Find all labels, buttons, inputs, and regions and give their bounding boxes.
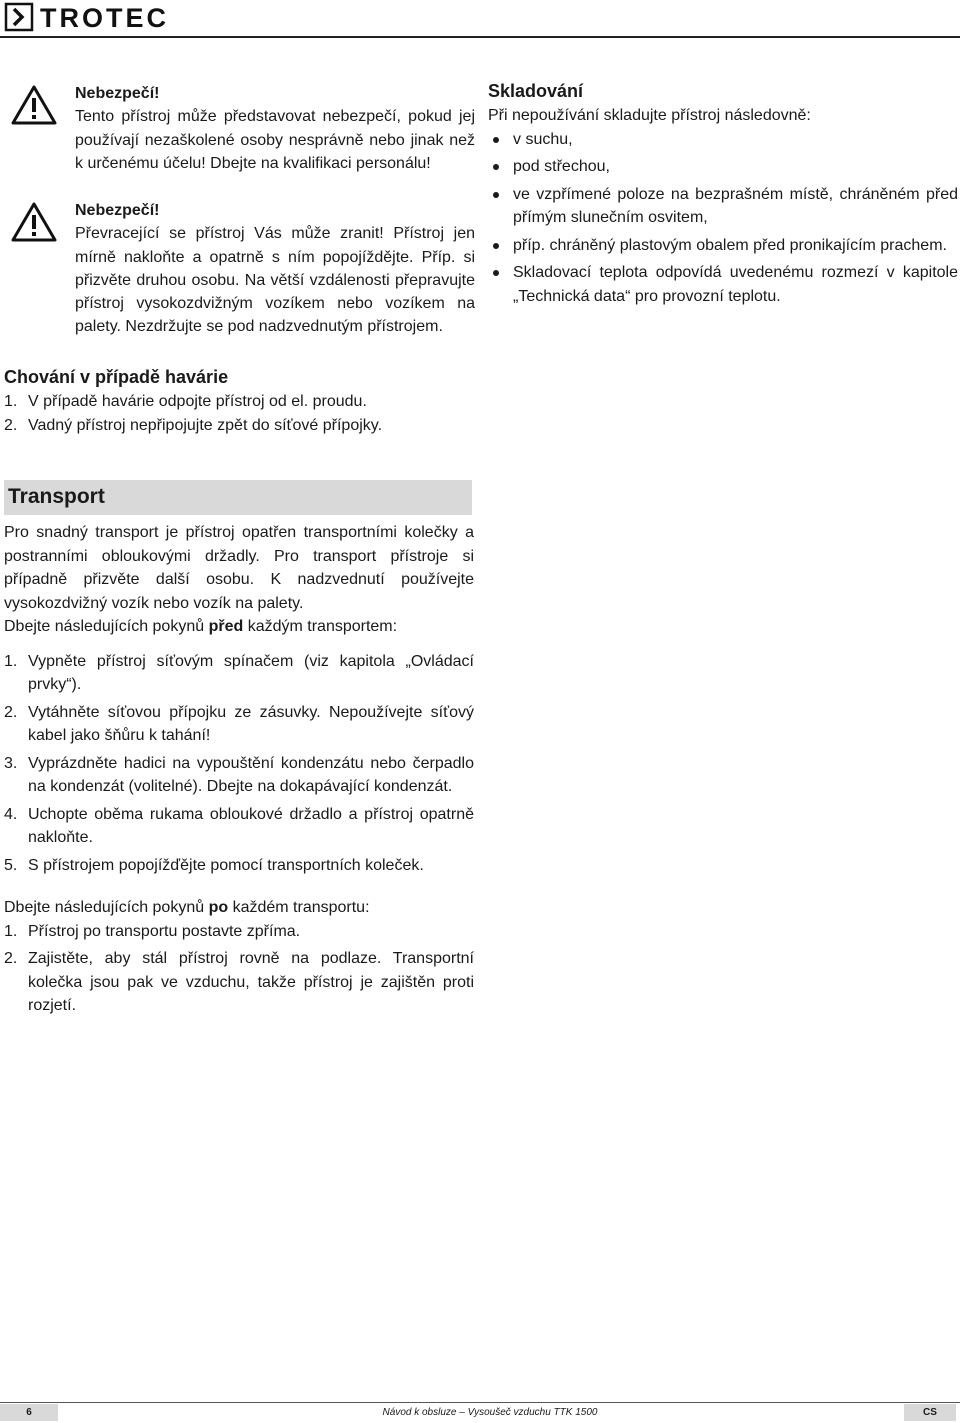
accident-list — [4, 390, 474, 437]
list-item: 2. Zajistěte, aby stál přístroj rovně na podlaze. Transportní kolečka jsou pak ve vzduchu, takže přístroj je zajištěn proti rozjetí. — [4, 950, 474, 1014]
warning-triangle-icon — [10, 201, 58, 243]
warning-triangle-icon — [10, 84, 58, 126]
list-item: Skladovací teplota odpovídá uvedenému rozmezí v kapitole „Technická data“ pro provozní teplotu. — [488, 261, 958, 308]
warning-title: Nebezpečí! — [75, 202, 160, 219]
page-number: 6 — [0, 1404, 58, 1421]
list-item: 4. Uchopte oběma rukama obloukové držadlo a přístroj opatrně nakloňte. — [4, 805, 474, 846]
transport-before-list — [4, 650, 474, 878]
list-item: příp. chráněný plastovým obalem před pronikajícím prachem. — [488, 234, 958, 258]
transport-after-list — [4, 920, 474, 1018]
list-item: 1. V případě havárie odpojte přístroj od el. proudu. — [4, 393, 367, 410]
list-item: 5. S přístrojem popojížďějte pomocí transportních koleček. — [4, 856, 424, 874]
transport-before-line: Dbejte následujících pokynů před každým transportem: — [4, 618, 398, 635]
transport-heading: Transport — [8, 485, 105, 508]
accident-section — [4, 364, 474, 437]
list-item: ve vzpřímené poloze na bezprašném místě, chráněném před přímým slunečním osvitem, — [488, 183, 958, 230]
page-footer — [0, 1402, 960, 1422]
warning-text: Tento přístroj může představovat nebezpečí, pokud jej používají nezaškolené osoby nesprávně nebo jinak než k určenému účelu! Dbejte na kvalifikaci personálu! — [75, 108, 475, 172]
storage-heading: Skladování — [488, 81, 584, 101]
transport-after-line: Dbejte následujících pokynů po každém transportu: — [4, 899, 370, 916]
header-rule — [0, 36, 960, 38]
list-item: 3. Vyprázdněte hadici na vypouštění kondenzátu nebo čerpadlo na kondenzát (volitelné). Dbejte na dokapávající kondenzát. — [4, 754, 474, 795]
transport-section — [4, 521, 474, 1018]
storage-intro: Při nepoužívání skladujte přístroj následovně: — [488, 107, 811, 124]
list-item: 2. Vytáhněte síťovou přípojku ze zásuvky. Nepoužívejte síťový kabel jako šňůru k tahání! — [4, 703, 474, 744]
list-item: pod střechou, — [488, 155, 958, 179]
accident-heading: Chování v případě havárie — [4, 367, 229, 387]
transport-heading-bar — [4, 480, 472, 515]
list-item: 2. Vadný přístroj nepřipojujte zpět do síťové přípojky. — [4, 416, 383, 434]
document-title: Návod k obsluze – Vysoušeč vzduchu TTK 1500 — [382, 1407, 598, 1418]
language-code: CS — [904, 1404, 956, 1421]
list-item: 1. Přístroj po transportu postavte zpříma. — [4, 922, 301, 940]
warning-title: Nebezpečí! — [75, 85, 160, 102]
storage-section — [488, 78, 958, 308]
svg-text:TROTEC: TROTEC — [40, 3, 169, 32]
list-item: v suchu, — [488, 128, 958, 152]
trotec-logo — [4, 2, 219, 32]
list-item: 1. Vypněte přístroj síťovým spínačem (viz kapitola „Ovládací prvky“). — [4, 652, 474, 693]
storage-list — [488, 128, 958, 309]
warning-text: Převracející se přístroj Vás může zranit! Přístroj jen mírně nakloňte a opatrně s ním popojíždějte. Příp. si přizvěte druhou osobu. Na větší vzdálenosti přepravujte přístroj vysokozdvižným vozíkem nebo vozíkem na palety. Nezdržujte se pod nadzvednutým přístrojem. — [75, 225, 475, 336]
transport-intro: Pro snadný transport je přístroj opatřen transportními kolečky a postranními obloukovými držadly. Pro transport přístroje si případně přizvěte další osobu. K nadzvednutí používejte vysokozdvižný vozík nebo vozík na palety. — [4, 524, 474, 612]
page-header — [0, 0, 960, 40]
